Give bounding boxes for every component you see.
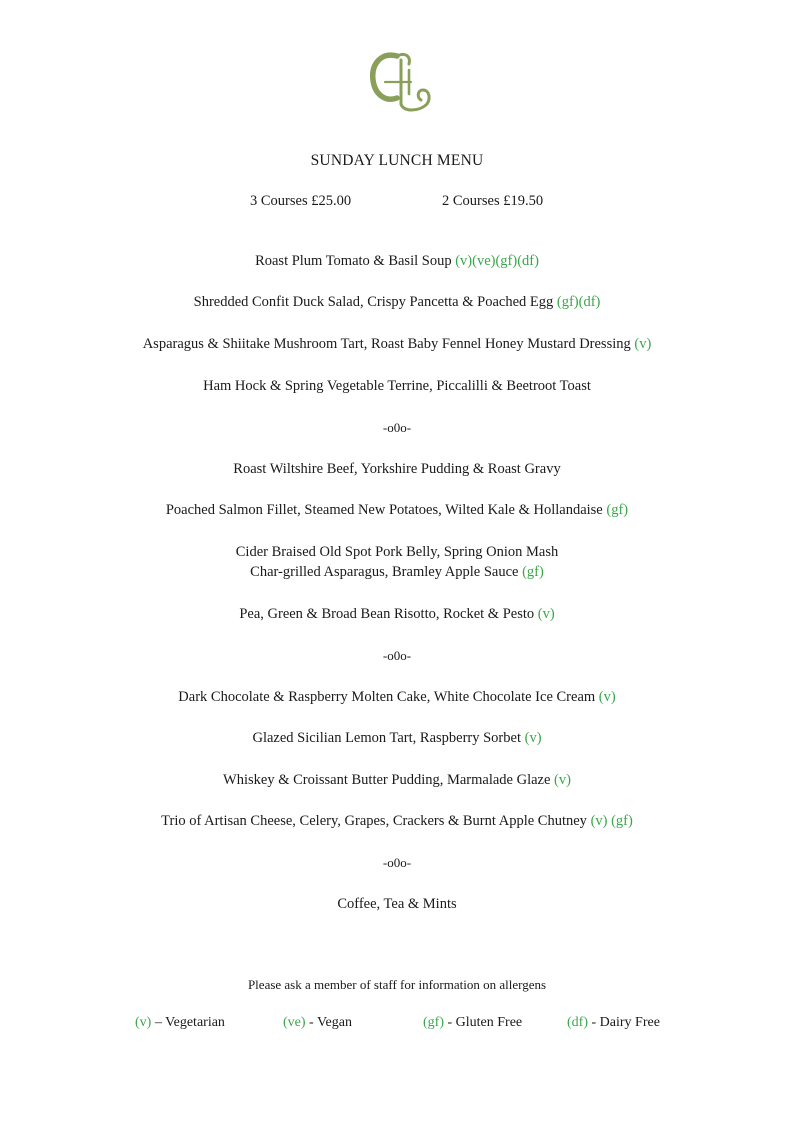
coffee-line: Coffee, Tea & Mints	[337, 896, 457, 912]
course-separator: -o0o-	[382, 648, 412, 663]
dietary-tags: (gf)	[522, 564, 544, 580]
main-item	[0, 500, 794, 520]
dish-name: Trio of Artisan Cheese, Celery, Grapes, Crackers & Burnt Apple Chutney	[161, 813, 587, 829]
dietary-tags: (v)	[634, 336, 652, 352]
legend-tag: (gf)	[423, 1015, 444, 1030]
dish-name: Glazed Sicilian Lemon Tart, Raspberry Sorbet	[252, 730, 521, 746]
dish-name: Char-grilled Asparagus, Bramley Apple Sauce	[250, 564, 519, 580]
dietary-tags: (v)	[598, 689, 616, 705]
dish-name: Cider Braised Old Spot Pork Belly, Spring Onion Mash	[235, 544, 559, 560]
course-separator: -o0o-	[382, 855, 412, 870]
dish-name: Asparagus & Shiitake Mushroom Tart, Roast Baby Fennel Honey Mustard Dressing	[142, 336, 631, 352]
dish-name: Pea, Green & Broad Bean Risotto, Rocket & Pesto	[239, 606, 535, 622]
starter-item	[0, 292, 794, 312]
legend-dairy-free	[567, 1013, 660, 1033]
ch-monogram-logo	[367, 50, 435, 114]
dietary-tags: (v)	[554, 772, 571, 788]
dessert-item	[0, 811, 794, 831]
dish-name: Dark Chocolate & Raspberry Molten Cake, White Chocolate Ice Cream	[178, 689, 596, 705]
main-item	[0, 459, 794, 479]
dietary-tags: (gf)	[606, 502, 629, 518]
legend-label: - Gluten Free	[444, 1015, 523, 1030]
dish-name: Shredded Confit Duck Salad, Crispy Pancetta & Poached Egg	[193, 294, 554, 310]
dessert-item	[0, 687, 794, 707]
legend-gluten-free	[423, 1013, 522, 1033]
dish-name: Ham Hock & Spring Vegetable Terrine, Piccalilli & Beetroot Toast	[203, 378, 591, 394]
legend-label: - Dairy Free	[588, 1015, 660, 1030]
starter-item	[0, 334, 794, 354]
dessert-item	[0, 728, 794, 748]
dish-name: Roast Plum Tomato & Basil Soup	[255, 253, 452, 269]
price-three-courses: 3 Courses £25.00	[250, 193, 352, 209]
legend-label: – Vegetarian	[151, 1015, 225, 1030]
dessert-item	[0, 770, 794, 790]
dietary-tags: (v)	[537, 606, 555, 622]
main-item-line-2	[0, 562, 794, 582]
course-separator: -o0o-	[382, 420, 412, 435]
starter-item	[0, 251, 794, 271]
legend-vegetarian	[135, 1013, 225, 1033]
dish-name: Poached Salmon Fillet, Steamed New Potatoes, Wilted Kale & Hollandaise	[165, 502, 603, 518]
main-item	[0, 604, 794, 624]
page-title: SUNDAY LUNCH MENU	[310, 152, 484, 169]
main-item-line-1	[0, 542, 794, 562]
starter-item	[0, 376, 794, 396]
legend-tag: (ve)	[283, 1015, 306, 1030]
price-two-courses: 2 Courses £19.50	[442, 193, 544, 209]
dietary-tags: (v)(ve)(gf)(df)	[455, 253, 539, 269]
dietary-tags: (v)	[524, 730, 542, 746]
dietary-tags: (gf)(df)	[556, 294, 601, 310]
dish-name: Roast Wiltshire Beef, Yorkshire Pudding & Roast Gravy	[233, 461, 561, 477]
legend-tag: (df)	[567, 1015, 588, 1030]
allergen-note: Please ask a member of staff for information on allergens	[247, 977, 547, 992]
legend-tag: (v)	[135, 1015, 152, 1030]
legend-label: - Vegan	[305, 1015, 352, 1030]
dietary-tags: (v) (gf)	[590, 813, 633, 829]
dish-name: Whiskey & Croissant Butter Pudding, Marmalade Glaze	[223, 772, 551, 788]
legend-vegan	[283, 1013, 352, 1033]
